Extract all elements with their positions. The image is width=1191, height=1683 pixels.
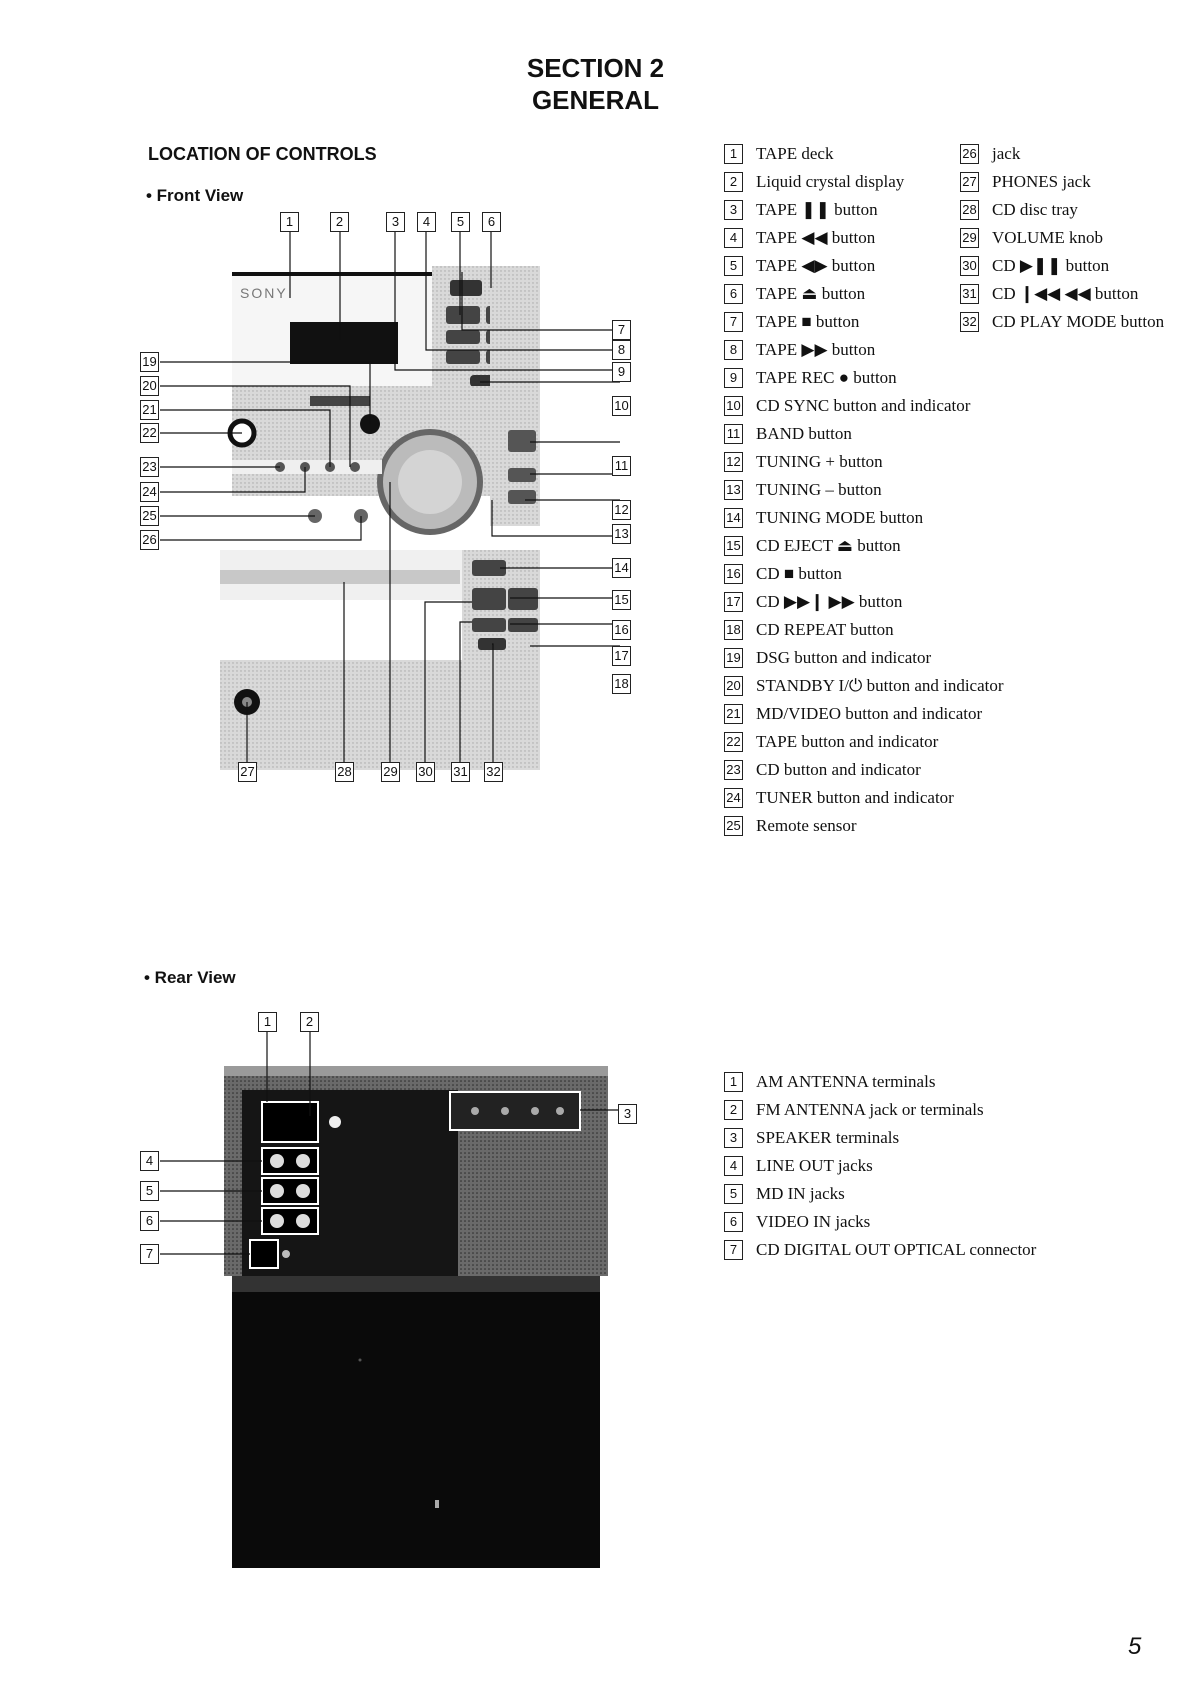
- legend-item: 4 LINE OUT jacks: [724, 1152, 1036, 1180]
- callout-front-32: 32: [484, 762, 503, 782]
- callout-front-23: 23: [140, 457, 159, 477]
- legend-item: 23 CD button and indicator: [724, 756, 1004, 784]
- brand-logo: SONY: [240, 285, 288, 301]
- legend-item: 9 TAPE REC ● button: [724, 364, 1004, 392]
- legend-item: 7 CD DIGITAL OUT OPTICAL connector: [724, 1236, 1036, 1264]
- legend-item: 1 AM ANTENNA terminals: [724, 1068, 1036, 1096]
- callout-front-18: 18: [612, 674, 631, 694]
- callout-front-8: 8: [612, 340, 631, 360]
- legend-item: 21 MD/VIDEO button and indicator: [724, 700, 1004, 728]
- callout-front-19: 19: [140, 352, 159, 372]
- legend-item: 1 TAPE deck: [724, 140, 1004, 168]
- legend-item: 10 CD SYNC button and indicator: [724, 392, 1004, 420]
- legend-item: 2 Liquid crystal display: [724, 168, 1004, 196]
- callout-front-22: 22: [140, 423, 159, 443]
- callout-front-29: 29: [381, 762, 400, 782]
- legend-item: 3 TAPE ❚❚ button: [724, 196, 1004, 224]
- legend-item: 28 CD disc tray: [960, 196, 1164, 224]
- callout-front-25: 25: [140, 506, 159, 526]
- callout-front-3: 3: [386, 212, 405, 232]
- legend-item: 13 TUNING – button: [724, 476, 1004, 504]
- callout-front-21: 21: [140, 400, 159, 420]
- callout-front-1: 1: [280, 212, 299, 232]
- legend-item: 17 CD ▶▶❙ ▶▶ button: [724, 588, 1004, 616]
- legend-item: 5 MD IN jacks: [724, 1180, 1036, 1208]
- legend-item: 25 Remote sensor: [724, 812, 1004, 840]
- callout-rear-3: 3: [618, 1104, 637, 1124]
- callout-front-31: 31: [451, 762, 470, 782]
- legend-item: 8 TAPE ▶▶ button: [724, 336, 1004, 364]
- callout-rear-6: 6: [140, 1211, 159, 1231]
- legend-item: 16 CD ■ button: [724, 560, 1004, 588]
- rear-view-illustration: [140, 1000, 700, 1600]
- callout-front-24: 24: [140, 482, 159, 502]
- legend-item: 24 TUNER button and indicator: [724, 784, 1004, 812]
- callout-front-27: 27: [238, 762, 257, 782]
- legend-item: 30 CD ▶❚❚ button: [960, 252, 1164, 280]
- callout-front-12: 12: [612, 500, 631, 520]
- callout-rear-1: 1: [258, 1012, 277, 1032]
- rear-view-legend: [724, 1068, 1036, 1264]
- callout-front-20: 20: [140, 376, 159, 396]
- callout-rear-4: 4: [140, 1151, 159, 1171]
- callout-front-2: 2: [330, 212, 349, 232]
- page-number: 5: [1128, 1633, 1142, 1660]
- callout-front-4: 4: [417, 212, 436, 232]
- legend-item: 22 TAPE button and indicator: [724, 728, 1004, 756]
- legend-item: 4 TAPE ◀◀ button: [724, 224, 1004, 252]
- callout-front-17: 17: [612, 646, 631, 666]
- callout-front-28: 28: [335, 762, 354, 782]
- legend-item: 26 jack: [960, 140, 1164, 168]
- callout-front-26: 26: [140, 530, 159, 550]
- callout-rear-2: 2: [300, 1012, 319, 1032]
- legend-item: 14 TUNING MODE button: [724, 504, 1004, 532]
- callout-rear-5: 5: [140, 1181, 159, 1201]
- callout-front-15: 15: [612, 590, 631, 610]
- front-view-legend-col2: [960, 140, 1164, 336]
- callout-front-5: 5: [451, 212, 470, 232]
- legend-item: 29 VOLUME knob: [960, 224, 1164, 252]
- legend-item: 7 TAPE ■ button: [724, 308, 1004, 336]
- section-number: SECTION 2: [526, 53, 665, 83]
- callout-front-7: 7: [612, 320, 631, 340]
- legend-item: 31 CD ❙◀◀ ◀◀ button: [960, 280, 1164, 308]
- legend-item: 32 CD PLAY MODE button: [960, 308, 1164, 336]
- callout-front-6: 6: [482, 212, 501, 232]
- section-title: GENERAL: [531, 85, 660, 115]
- legend-item: 3 SPEAKER terminals: [724, 1124, 1036, 1152]
- legend-item: 27 PHONES jack: [960, 168, 1164, 196]
- legend-item: 12 TUNING + button: [724, 448, 1004, 476]
- location-heading: LOCATION OF CONTROLS: [148, 144, 377, 164]
- legend-item: 20 STANDBY I/⏻ button and indicator: [724, 672, 1004, 700]
- callout-front-9: 9: [612, 362, 631, 382]
- callout-front-13: 13: [612, 524, 631, 544]
- callout-front-16: 16: [612, 620, 631, 640]
- front-view-label: • Front View: [146, 186, 244, 205]
- legend-item: 15 CD EJECT ⏏ button: [724, 532, 1004, 560]
- callout-front-10: 10: [612, 396, 631, 416]
- legend-item: 6 VIDEO IN jacks: [724, 1208, 1036, 1236]
- callout-front-14: 14: [612, 558, 631, 578]
- legend-item: 19 DSG button and indicator: [724, 644, 1004, 672]
- legend-item: 5 TAPE ◀▶ button: [724, 252, 1004, 280]
- legend-item: 18 CD REPEAT button: [724, 616, 1004, 644]
- legend-item: 6 TAPE ⏏ button: [724, 280, 1004, 308]
- callout-rear-7: 7: [140, 1244, 159, 1264]
- callout-front-30: 30: [416, 762, 435, 782]
- rear-view-label: • Rear View: [144, 968, 236, 987]
- callout-front-11: 11: [612, 456, 631, 476]
- legend-item: 2 FM ANTENNA jack or terminals: [724, 1096, 1036, 1124]
- legend-item: 11 BAND button: [724, 420, 1004, 448]
